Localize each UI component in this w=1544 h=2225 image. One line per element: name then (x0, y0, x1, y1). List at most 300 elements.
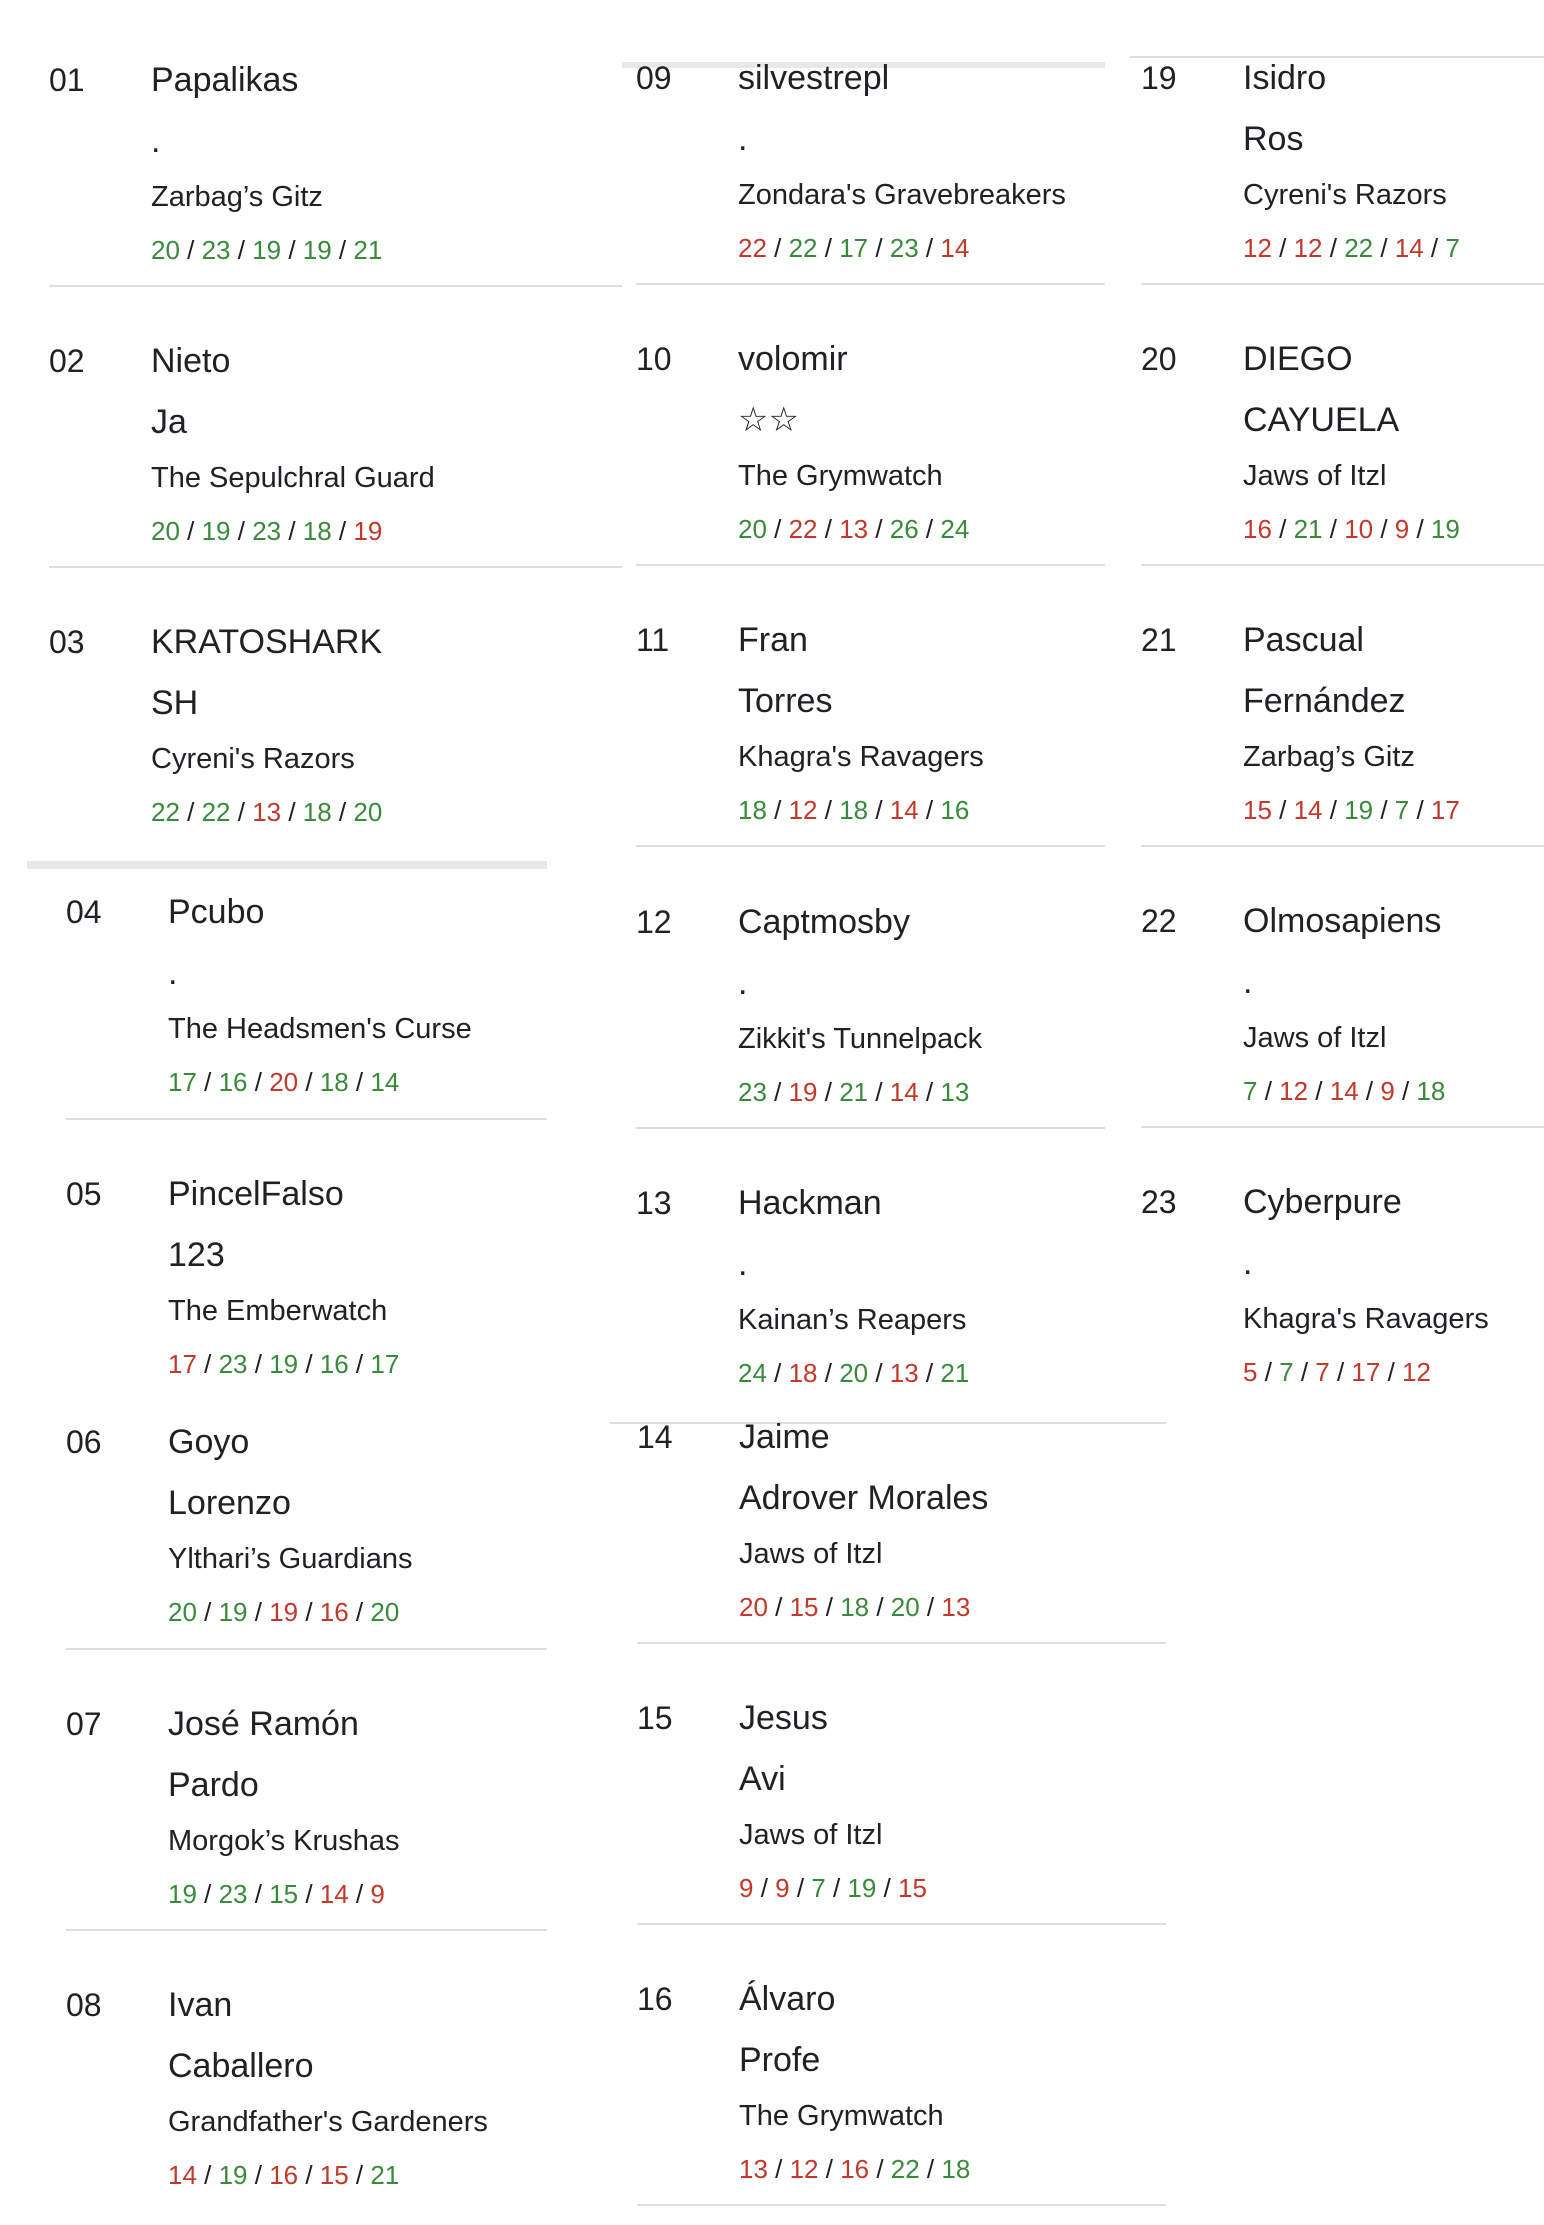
team-name: The Emberwatch (168, 1295, 388, 1327)
rank-number: 12 (636, 904, 672, 940)
player-second-name: CAYUELA (1243, 401, 1400, 439)
score-value: 16 (840, 2154, 870, 2184)
score-separator: / (348, 1349, 371, 1379)
divider (66, 1118, 547, 1120)
score-separator: / (247, 2160, 270, 2190)
score-value: 12 (1402, 1357, 1431, 1387)
score-line (168, 1348, 399, 1380)
score-value: 18 (738, 795, 767, 825)
score-value: 7 (1243, 1076, 1258, 1106)
player-first-name: Ivan (168, 1986, 233, 2024)
score-value: 12 (1279, 1076, 1309, 1106)
score-separator: / (1358, 1076, 1381, 1106)
score-line (151, 234, 382, 266)
player-first-name: Olmosapiens (1243, 902, 1442, 940)
player-second-name: Lorenzo (168, 1484, 291, 1522)
score-line (738, 1076, 982, 1108)
player-first-name: PincelFalso (168, 1175, 344, 1213)
score-value: 18 (839, 795, 869, 825)
score-value: 23 (738, 1077, 767, 1107)
score-line (1243, 232, 1460, 264)
score-value: 22 (738, 233, 767, 263)
rank-number: 06 (66, 1424, 102, 1460)
section-divider (27, 861, 547, 869)
score-value: 20 (890, 1592, 920, 1622)
score-value: 12 (789, 2154, 819, 2184)
score-value: 12 (1293, 233, 1323, 263)
score-value: 19 (269, 1349, 299, 1379)
score-separator: / (817, 1077, 840, 1107)
score-value: 22 (788, 514, 818, 544)
score-value: 13 (252, 797, 282, 827)
score-line (168, 2159, 488, 2191)
player-first-name: KRATOSHARK (151, 623, 383, 661)
score-line (1243, 794, 1460, 826)
score-value: 9 (1394, 514, 1410, 544)
score-value: 14 (1293, 795, 1323, 825)
player-second-name: . (738, 1245, 748, 1283)
rank-number: 22 (1141, 903, 1177, 939)
score-value: 23 (252, 516, 282, 546)
team-name: The Sepulchral Guard (151, 462, 435, 494)
score-value: 7 (1279, 1357, 1294, 1387)
rank-number: 08 (66, 1987, 102, 2023)
score-value: 23 (201, 235, 231, 265)
player-second-name: Caballero (168, 2047, 314, 2085)
score-value: 17 (839, 233, 869, 263)
score-value: 5 (1243, 1357, 1258, 1387)
score-line (151, 796, 382, 828)
score-value: 13 (941, 1592, 971, 1622)
divider (637, 2204, 1166, 2206)
score-separator: / (230, 516, 253, 546)
score-separator: / (247, 1597, 270, 1627)
score-line (739, 2153, 970, 2185)
divider (1141, 283, 1544, 285)
score-value: 20 (738, 514, 767, 544)
score-separator: / (1380, 1357, 1403, 1387)
score-value: 18 (941, 2154, 971, 2184)
score-separator: / (818, 2154, 841, 2184)
score-value: 12 (1243, 233, 1272, 263)
score-value: 14 (889, 795, 919, 825)
score-separator: / (196, 1597, 219, 1627)
team-name: The Grymwatch (739, 2100, 944, 2132)
score-separator: / (817, 514, 840, 544)
score-value: 19 (218, 2160, 248, 2190)
score-value: 10 (1344, 514, 1374, 544)
score-separator: / (919, 1592, 942, 1622)
score-line (738, 794, 984, 826)
score-value: 19 (353, 516, 383, 546)
score-separator: / (230, 235, 253, 265)
score-line (738, 232, 1066, 264)
score-value: 14 (1394, 233, 1424, 263)
player-second-name: Avi (739, 1760, 786, 1798)
score-value: 9 (739, 1873, 754, 1903)
score-value: 21 (353, 235, 383, 265)
score-separator: / (196, 2160, 219, 2190)
score-value: 15 (789, 1592, 819, 1622)
score-value: 18 (840, 1592, 870, 1622)
player-second-name: . (151, 122, 161, 160)
divider (49, 566, 622, 568)
player-first-name: Captmosby (738, 903, 910, 941)
player-second-name: ☆☆ (738, 401, 799, 439)
divider (637, 1923, 1166, 1925)
score-value: 15 (319, 2160, 349, 2190)
score-value: 7 (1315, 1357, 1330, 1387)
score-value: 26 (889, 514, 919, 544)
player-second-name: Ros (1243, 120, 1304, 158)
player-first-name: DIEGO (1243, 340, 1353, 378)
score-separator: / (1423, 233, 1446, 263)
score-value: 15 (269, 1879, 299, 1909)
score-separator: / (869, 1592, 891, 1622)
player-second-name: . (738, 120, 748, 158)
score-separator: / (767, 1592, 790, 1622)
team-name: Jaws of Itzl (739, 1819, 883, 1851)
score-value: 14 (370, 1067, 400, 1097)
score-separator: / (196, 1349, 219, 1379)
score-line (1243, 513, 1460, 545)
score-value: 21 (839, 1077, 869, 1107)
rank-number: 21 (1141, 622, 1177, 658)
score-value: 18 (319, 1067, 349, 1097)
score-separator: / (196, 1067, 219, 1097)
score-value: 18 (302, 797, 332, 827)
score-separator: / (1257, 1357, 1280, 1387)
team-name: The Grymwatch (738, 460, 943, 492)
player-first-name: Cyberpure (1243, 1183, 1402, 1221)
score-separator: / (789, 1873, 812, 1903)
team-name: The Headsmen's Curse (168, 1013, 472, 1045)
score-value: 19 (788, 1077, 818, 1107)
score-separator: / (230, 797, 253, 827)
team-name: Jaws of Itzl (1243, 1022, 1387, 1054)
score-separator: / (919, 2154, 942, 2184)
score-separator: / (918, 1358, 941, 1388)
score-line (1243, 1075, 1445, 1107)
score-value: 20 (151, 235, 180, 265)
player-second-name: . (1243, 1244, 1253, 1282)
rank-number: 13 (636, 1185, 672, 1221)
score-line (168, 1878, 400, 1910)
score-separator: / (817, 233, 840, 263)
score-value: 16 (319, 1349, 349, 1379)
score-value: 20 (269, 1067, 299, 1097)
score-value: 24 (940, 514, 970, 544)
score-separator: / (298, 1597, 320, 1627)
divider (636, 283, 1105, 285)
score-value: 16 (218, 1067, 248, 1097)
player-first-name: Nieto (151, 342, 231, 380)
score-separator: / (766, 233, 789, 263)
divider (636, 564, 1105, 566)
score-value: 12 (788, 795, 818, 825)
score-separator: / (825, 1873, 848, 1903)
score-value: 20 (370, 1597, 400, 1627)
score-separator: / (766, 1358, 789, 1388)
score-separator: / (348, 1597, 371, 1627)
player-first-name: José Ramón (168, 1705, 359, 1743)
score-value: 20 (839, 1358, 869, 1388)
score-separator: / (918, 514, 941, 544)
rank-number: 02 (49, 343, 85, 379)
score-line (739, 1872, 927, 1904)
divider (637, 1642, 1166, 1644)
score-separator: / (766, 1077, 789, 1107)
divider (636, 1127, 1105, 1129)
score-value: 20 (739, 1592, 768, 1622)
score-value: 19 (269, 1597, 299, 1627)
score-value: 13 (739, 2154, 768, 2184)
score-separator: / (1293, 1357, 1316, 1387)
score-separator: / (868, 1077, 890, 1107)
score-value: 21 (1293, 514, 1323, 544)
score-separator: / (918, 233, 941, 263)
score-separator: / (281, 235, 303, 265)
score-value: 19 (1344, 795, 1374, 825)
score-separator: / (868, 795, 890, 825)
score-value: 14 (168, 2160, 197, 2190)
rank-number: 09 (636, 60, 672, 96)
score-separator: / (1409, 514, 1431, 544)
rank-number: 20 (1141, 341, 1177, 377)
score-line (168, 1596, 412, 1628)
player-second-name: Ja (151, 403, 187, 441)
score-value: 23 (889, 233, 919, 263)
rank-number: 15 (637, 1700, 673, 1736)
player-second-name: Adrover Morales (739, 1479, 989, 1517)
score-separator: / (868, 514, 890, 544)
score-separator: / (753, 1873, 776, 1903)
score-separator: / (1322, 514, 1345, 544)
player-first-name: Hackman (738, 1184, 882, 1222)
team-name: Grandfather's Gardeners (168, 2106, 488, 2138)
team-name: Cyreni's Razors (1243, 179, 1447, 211)
score-value: 22 (788, 233, 818, 263)
player-first-name: Fran (738, 621, 808, 659)
player-second-name: Profe (739, 2041, 821, 2079)
player-second-name: SH (151, 684, 199, 722)
rank-number: 23 (1141, 1184, 1177, 1220)
score-value: 22 (201, 797, 231, 827)
score-separator: / (196, 1879, 219, 1909)
score-separator: / (298, 1879, 320, 1909)
score-separator: / (766, 795, 789, 825)
score-separator: / (298, 1349, 320, 1379)
score-separator: / (179, 797, 202, 827)
score-separator: / (1322, 795, 1345, 825)
score-separator: / (179, 235, 202, 265)
score-separator: / (1271, 514, 1294, 544)
score-value: 14 (1329, 1076, 1359, 1106)
player-first-name: Jaime (739, 1418, 830, 1456)
divider (636, 845, 1105, 847)
divider (49, 285, 622, 287)
score-value: 22 (890, 2154, 920, 2184)
score-value: 24 (738, 1358, 767, 1388)
score-value: 7 (811, 1873, 826, 1903)
divider (1141, 845, 1544, 847)
score-value: 19 (302, 235, 332, 265)
score-separator: / (331, 516, 354, 546)
rank-number: 05 (66, 1176, 102, 1212)
player-first-name: Isidro (1243, 59, 1327, 97)
score-separator: / (247, 1067, 270, 1097)
player-first-name: volomir (738, 340, 848, 378)
score-value: 18 (788, 1358, 818, 1388)
score-value: 15 (898, 1873, 927, 1903)
score-separator: / (281, 516, 303, 546)
player-second-name: 123 (168, 1236, 225, 1274)
score-value: 16 (269, 2160, 299, 2190)
score-value: 19 (847, 1873, 877, 1903)
score-separator: / (918, 1077, 941, 1107)
team-name: Zarbag’s Gitz (151, 181, 323, 213)
score-separator: / (281, 797, 303, 827)
team-name: Zarbag’s Gitz (1243, 741, 1415, 773)
score-value: 17 (370, 1349, 400, 1379)
score-separator: / (1308, 1076, 1330, 1106)
divider (66, 1648, 547, 1650)
divider (1141, 1126, 1544, 1128)
score-value: 14 (319, 1879, 349, 1909)
team-name: Kainan’s Reapers (738, 1304, 967, 1336)
score-separator: / (348, 1879, 371, 1909)
score-separator: / (247, 1349, 270, 1379)
score-line (739, 1591, 988, 1623)
score-separator: / (918, 795, 941, 825)
score-value: 16 (940, 795, 970, 825)
score-value: 13 (889, 1358, 919, 1388)
score-value: 18 (302, 516, 332, 546)
rank-number: 01 (49, 62, 85, 98)
score-value: 23 (218, 1879, 248, 1909)
score-value: 19 (168, 1879, 197, 1909)
score-separator: / (331, 235, 354, 265)
score-value: 19 (218, 1597, 248, 1627)
team-name: Cyreni's Razors (151, 743, 355, 775)
score-separator: / (817, 795, 840, 825)
player-first-name: silvestrepl (738, 59, 890, 97)
team-name: Khagra's Ravagers (738, 741, 984, 773)
score-separator: / (1373, 233, 1395, 263)
score-separator: / (868, 1358, 890, 1388)
score-value: 22 (1344, 233, 1374, 263)
divider (1141, 564, 1544, 566)
player-first-name: Álvaro (739, 1980, 836, 2018)
team-name: Khagra's Ravagers (1243, 1303, 1489, 1335)
rank-number: 16 (637, 1981, 673, 2017)
score-line (151, 515, 435, 547)
rank-number: 19 (1141, 60, 1177, 96)
score-value: 13 (839, 514, 869, 544)
score-line (738, 1357, 969, 1389)
score-separator: / (1257, 1076, 1280, 1106)
player-second-name: Pardo (168, 1766, 259, 1804)
score-value: 15 (1243, 795, 1272, 825)
rank-number: 11 (636, 622, 670, 658)
score-value: 20 (353, 797, 383, 827)
team-name: Jaws of Itzl (739, 1538, 883, 1570)
score-separator: / (179, 516, 202, 546)
player-second-name: . (738, 964, 748, 1002)
score-separator: / (767, 2154, 790, 2184)
score-line (1243, 1356, 1489, 1388)
score-separator: / (868, 233, 890, 263)
score-value: 16 (319, 1597, 349, 1627)
team-name: Ylthari’s Guardians (168, 1543, 413, 1575)
divider (66, 1929, 547, 1931)
score-value: 9 (370, 1879, 385, 1909)
rank-number: 14 (637, 1419, 673, 1455)
score-separator: / (818, 1592, 841, 1622)
score-value: 18 (1416, 1076, 1446, 1106)
score-separator: / (1394, 1076, 1417, 1106)
player-first-name: Goyo (168, 1423, 250, 1461)
score-separator: / (348, 1067, 371, 1097)
rank-number: 03 (49, 624, 85, 660)
score-separator: / (817, 1358, 840, 1388)
score-value: 20 (151, 516, 180, 546)
score-value: 14 (940, 233, 970, 263)
score-separator: / (247, 1879, 270, 1909)
score-separator: / (331, 797, 354, 827)
score-separator: / (1271, 233, 1294, 263)
score-value: 7 (1445, 233, 1460, 263)
score-value: 21 (940, 1358, 970, 1388)
score-separator: / (298, 1067, 320, 1097)
score-separator: / (1322, 233, 1345, 263)
score-separator: / (298, 2160, 320, 2190)
score-separator: / (766, 514, 789, 544)
player-first-name: Papalikas (151, 61, 299, 99)
score-value: 21 (370, 2160, 400, 2190)
player-second-name: Fernández (1243, 682, 1406, 720)
score-value: 16 (1243, 514, 1272, 544)
score-value: 13 (940, 1077, 970, 1107)
score-value: 23 (218, 1349, 248, 1379)
score-value: 14 (889, 1077, 919, 1107)
player-first-name: Pcubo (168, 893, 265, 931)
score-value: 9 (775, 1873, 790, 1903)
team-name: Zondara's Gravebreakers (738, 179, 1066, 211)
score-separator: / (876, 1873, 899, 1903)
rank-number: 07 (66, 1706, 102, 1742)
player-second-name: Torres (738, 682, 833, 720)
player-second-name: . (1243, 963, 1253, 1001)
score-value: 17 (168, 1349, 197, 1379)
score-line (738, 513, 969, 545)
score-value: 9 (1380, 1076, 1395, 1106)
score-separator: / (1329, 1357, 1352, 1387)
team-name: Jaws of Itzl (1243, 460, 1387, 492)
score-value: 20 (168, 1597, 197, 1627)
rank-number: 04 (66, 894, 102, 930)
score-value: 19 (252, 235, 282, 265)
score-separator: / (1409, 795, 1431, 825)
score-value: 7 (1394, 795, 1410, 825)
score-value: 19 (1430, 514, 1460, 544)
score-separator: / (869, 2154, 891, 2184)
rank-number: 10 (636, 341, 672, 377)
score-line (168, 1066, 472, 1098)
score-separator: / (1373, 795, 1395, 825)
team-name: Morgok’s Krushas (168, 1825, 400, 1857)
score-value: 22 (151, 797, 180, 827)
